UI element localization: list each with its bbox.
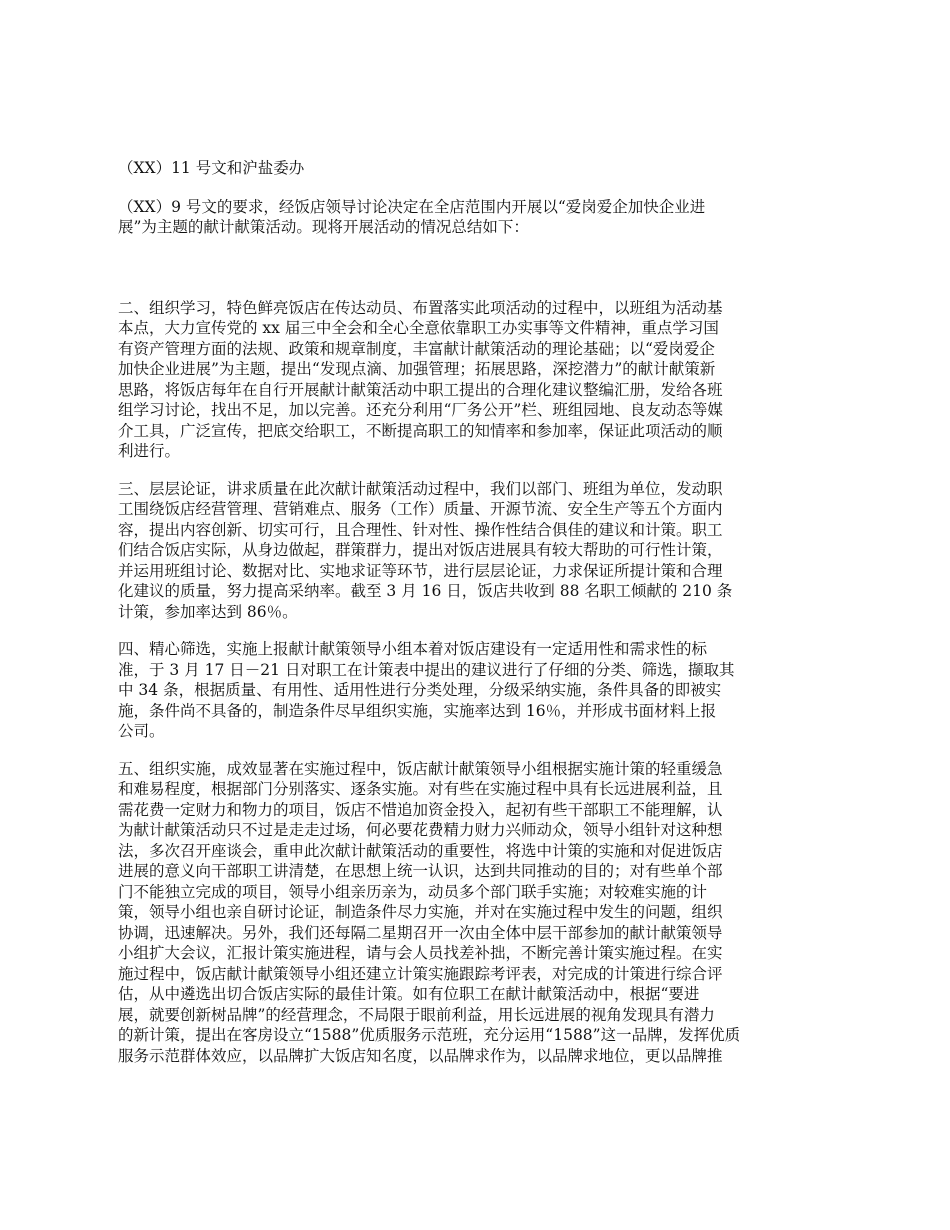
text-line: 组学习讨论，找出不足，加以完善。还充分利用“厂务公开”栏、班组园地、良友动态等媒 — [118, 401, 723, 419]
document-page — [118, 158, 836, 1066]
text-line: 们结合饭店实际，从身边做起，群策群力，提出对饭店进展具有较大帮助的可行性计策， — [118, 541, 723, 559]
text-line: 利进行。 — [118, 442, 181, 460]
text-line: 二、组织学习，特色鲜亮饭店在传达动员、布置落实此项活动的过程中，以班组为活动基 — [118, 298, 723, 317]
header-line-1: （XX）11 号文和沪盐委办 — [118, 159, 305, 177]
paragraph-5-implementation — [118, 759, 836, 1067]
paragraph-3-verification — [118, 479, 836, 623]
paragraph-4-screening — [118, 639, 836, 742]
text-line: 加快企业进展”为主题，提出“发现点滴、加强管理；拓展思路，深挖潜力”的献计献策新 — [118, 360, 716, 378]
paragraph-2-study — [118, 298, 836, 462]
text-line: 公司。 — [118, 722, 165, 740]
text-line: 中 34 条，根据质量、有用性、适用性进行分类处理，分级采纳实施，条件具备的即被实 — [118, 681, 722, 699]
text-line: 估，从中遴选出切合饭店实际的最佳计策。如有位职工在献计献策活动中，根据“要进 — [118, 985, 700, 1003]
text-line: 本点，大力宣传党的 xx 届三中全会和全心全意依靠职工办实事等文件精神，重点学习国 — [118, 319, 719, 337]
text-line: 并运用班组讨论、数据对比、实地求证等环节，进行层层论证，力求保证所提计策和合理 — [118, 561, 723, 580]
header-line-2: （XX）9 号文的要求，经饭店领导讨论决定在全店范围内开展以“爱岗爱企加快企业进 — [118, 197, 706, 216]
text-line: 小组扩大会议，汇报计策实施进程，请与会人员找差补拙，不断完善计策实施过程。在实 — [118, 944, 723, 962]
text-line: 五、组织实施，成效显著在实施过程中，饭店献计献策领导小组根据实施计策的轻重缓急 — [118, 759, 723, 778]
text-line: 门不能独立完成的项目，领导小组亲历亲为，动员多个部门联手实施；对较难实施的计 — [118, 882, 708, 901]
text-line: 进展的意义向干部职工讲清楚，在思想上统一认识，达到共同推动的目的；对有些单个部 — [118, 862, 723, 880]
text-line: 策，领导小组也亲自研讨论证，制造条件尽力实施，并对在实施过程中发生的问题，组织 — [118, 903, 723, 921]
text-line: 法，多次召开座谈会，重申此次献计献策活动的重要性，将选中计策的实施和对促进饭店 — [118, 841, 723, 860]
text-line: 的新计策，提出在客房设立“1588”优质服务示范班，充分运用“1588”这一品牌，发挥优质 — [118, 1026, 741, 1044]
text-line: 和难易程度，根据部门分别落实、逐条实施。对有些在实施过程中具有长远进展利益，且 — [118, 780, 723, 798]
text-line: 为献计献策活动只不过是走走过场，何必要花费精力财力兴师动众，领导小组针对这种想 — [118, 821, 723, 839]
text-line: 需花费一定财力和物力的项目，饭店不惜追加资金投入，起初有些干部职工不能理解，认 — [118, 800, 723, 819]
text-line: 展，就要创新树品牌”的经营理念，不局限于眼前利益，用长远进展的视角发现具有潜力 — [118, 1005, 715, 1024]
text-line: 协调，迅速解决。另外，我们还每隔二星期召开一次由全体中层干部参加的献计献策领导 — [118, 923, 723, 942]
text-line: 容，提出内容创新、切实可行，且合理性、针对性、操作性结合俱佳的建议和计策。职工 — [118, 520, 723, 539]
text-line: 施，条件尚不具备的，制造条件尽早组织实施，实施率达到 16％，并形成书面材料上报 — [118, 701, 717, 720]
text-line: 思路，将饭店每年在自行开展献计献策活动中职工提出的合理化建议整编汇册，发给各班 — [118, 380, 723, 399]
text-line: 计策，参加率达到 86％。 — [118, 602, 298, 621]
text-line: 介工具，广泛宣传，把底交给职工，不断提高职工的知情率和参加率，保证此项活动的顺 — [118, 421, 723, 440]
text-line: 三、层层论证，讲求质量在此次献计献策活动过程中，我们以部门、班组为单位，发动职 — [118, 479, 723, 498]
text-line: 有资产管理方面的法规、政策和规章制度，丰富献计献策活动的理论基础；以“爱岗爱企 — [118, 339, 715, 358]
text-line: 四、精心筛选，实施上报献计献策领导小组本着对饭店建设有一定适用性和需求性的标 — [118, 640, 708, 658]
header-line-3: 展”为主题的献计献策活动。现将开展活动的情况总结如下： — [118, 218, 529, 236]
text-line: 工围绕饭店经营管理、营销难点、服务（工作）质量、开源节流、安全生产等五个方面内 — [118, 500, 723, 518]
text-line: 准，于 3 月 17 日－21 日对职工在计策表中提出的建议进行了仔细的分类、筛选，撷取其 — [118, 660, 735, 679]
text-line: 施过程中，饭店献计献策领导小组还建立计策实施跟踪考评表，对完成的计策进行综合评 — [118, 964, 723, 983]
text-line: 化建议的质量，努力提高采纳率。截至 3 月 16 日，饭店共收到 88 名职工倾献的 210 条 — [118, 582, 733, 600]
text-line: 服务示范群体效应，以品牌扩大饭店知名度，以品牌求作为，以品牌求地位，更以品牌推 — [118, 1046, 723, 1065]
